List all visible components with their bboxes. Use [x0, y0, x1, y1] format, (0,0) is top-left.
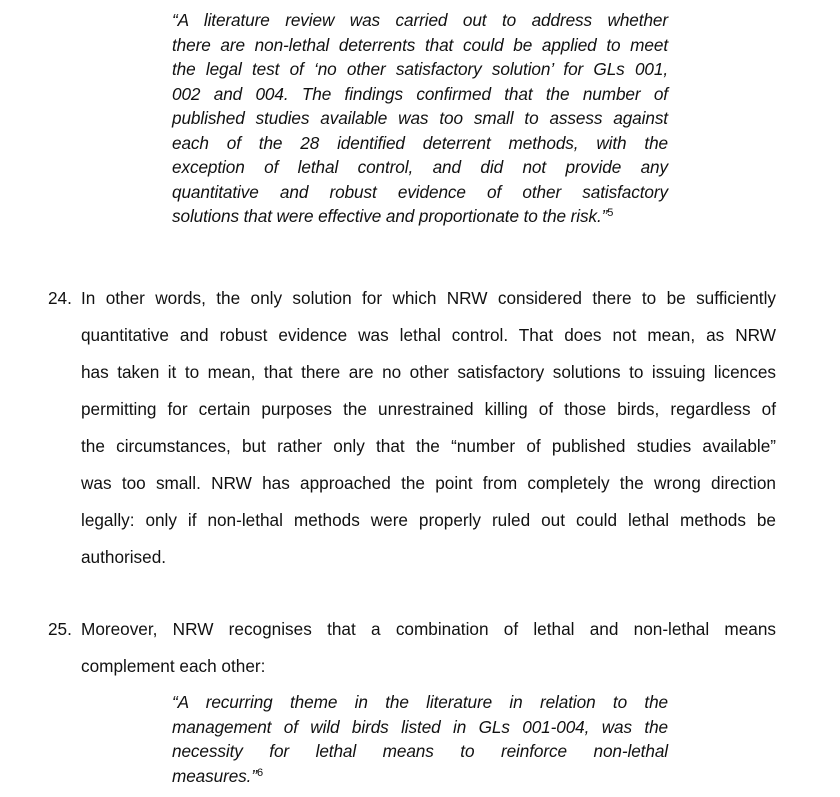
quote-line: there are non-lethal deterrents that could be applied to meet [172, 34, 668, 55]
block-quote-literature-review [172, 8, 668, 229]
quote-line: “A literature review was carried out to address whether [172, 10, 668, 30]
quote-line-last [172, 204, 668, 229]
quote-line: necessity for lethal means to reinforce non-lethal [172, 741, 668, 761]
quote-text: solutions that were effective and proportionate to the risk.” [172, 206, 608, 226]
quote-line: each of the 28 identified deterrent methods, with the [172, 132, 668, 153]
paragraph-line: has taken it to mean, that there are no other satisfactory solutions to issuing licences [81, 362, 776, 382]
paragraph-number: 24. [48, 288, 72, 308]
paragraph-line: quantitative and robust evidence was lethal control. That does not mean, as NRW [81, 325, 776, 345]
paragraph-line: legally: only if non-lethal methods were properly ruled out could lethal methods be [81, 510, 776, 530]
quote-line-last [172, 764, 668, 789]
quote-line: “A recurring theme in the literature in relation to the [172, 692, 668, 712]
quote-text: measures.” [172, 765, 257, 786]
quote-line: 002 and 004. The findings confirmed that the number of [172, 83, 668, 104]
paragraph-line: Moreover, NRW recognises that a combination of lethal and non-lethal means [81, 619, 776, 639]
quote-line: exception of lethal control, and did not provide any [172, 157, 668, 177]
quote-line: quantitative and robust evidence of other satisfactory [172, 181, 668, 202]
paragraph-line: permitting for certain purposes the unrestrained killing of those birds, regardless of [81, 399, 776, 419]
footnote-reference[interactable]: 6 [256, 766, 263, 779]
quote-line: the legal test of ‘no other satisfactory solution’ for GLs 001, [172, 59, 668, 79]
paragraph-number: 25. [48, 619, 72, 639]
paragraph-24 [48, 280, 776, 576]
paragraph-line: the circumstances, but rather only that the “number of published studies available” [81, 436, 776, 456]
paragraph-line: was too small. NRW has approached the point from completely the wrong direction [81, 473, 776, 493]
quote-line: management of wild birds listed in GLs 001-004, was the [172, 716, 668, 737]
paragraph-25 [48, 611, 776, 685]
footnote-reference[interactable]: 5 [607, 207, 614, 219]
paragraph-body [81, 280, 776, 576]
paragraph-body [81, 611, 776, 685]
paragraph-line: authorised. [81, 547, 167, 567]
paragraph-line: In other words, the only solution for which NRW considered there to be sufficiently [81, 288, 776, 308]
quote-line: published studies available was too small to assess against [172, 108, 668, 128]
paragraph-line: complement each other: [81, 656, 266, 676]
block-quote-recurring-theme [172, 690, 668, 788]
